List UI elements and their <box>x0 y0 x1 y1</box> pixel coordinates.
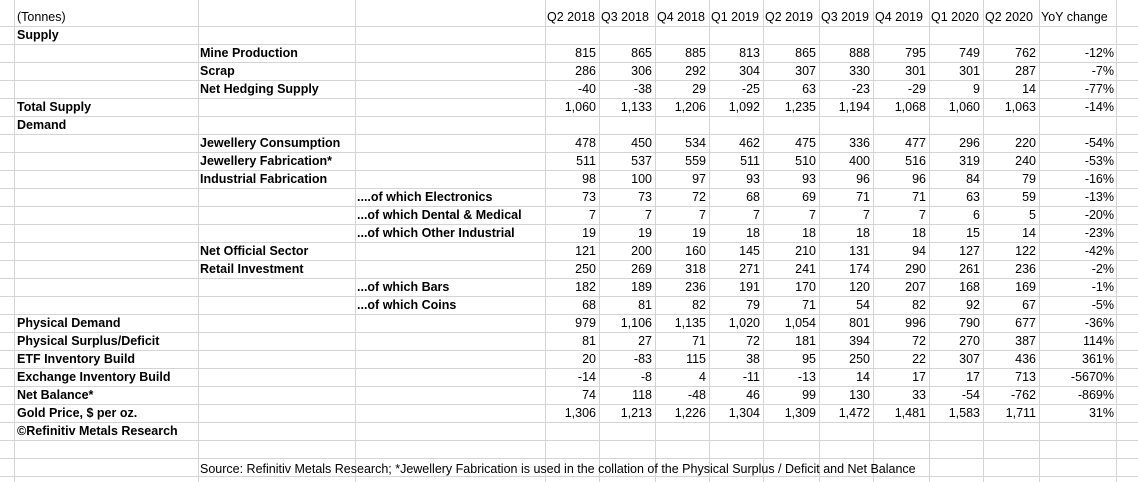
value-cell: 301 <box>959 64 980 78</box>
value-cell: 98 <box>582 172 596 186</box>
value-cell: 475 <box>795 136 816 150</box>
table-row <box>0 279 1138 297</box>
value-cell: 1,106 <box>620 316 652 330</box>
value-cell: 762 <box>1015 46 1036 60</box>
value-cell: 19 <box>692 226 706 240</box>
row-label: Supply <box>17 28 59 42</box>
yoy-change-cell: -869% <box>1077 388 1114 402</box>
row-label: ...of which Bars <box>357 280 450 294</box>
value-cell: 170 <box>795 280 816 294</box>
value-cell: 63 <box>802 82 816 96</box>
row-label: Jewellery Consumption <box>200 136 341 150</box>
row-label: Mine Production <box>200 46 298 60</box>
unit-label: (Tonnes) <box>17 10 66 24</box>
value-cell: 240 <box>1015 154 1036 168</box>
table-row <box>0 81 1138 99</box>
table-row <box>0 315 1138 333</box>
table-row <box>0 153 1138 171</box>
value-cell: 795 <box>905 46 926 60</box>
row-label: ...of which Other Industrial <box>357 226 515 240</box>
value-cell: 318 <box>685 262 706 276</box>
table-row <box>0 405 1138 423</box>
value-cell: 168 <box>959 280 980 294</box>
value-cell: -25 <box>741 82 760 96</box>
value-cell: 68 <box>582 298 596 312</box>
yoy-change-cell: 31% <box>1088 406 1114 420</box>
value-cell: 450 <box>631 136 652 150</box>
value-cell: 174 <box>849 262 870 276</box>
value-cell: 81 <box>582 334 596 348</box>
value-cell: 14 <box>1022 82 1036 96</box>
yoy-change-cell: -16% <box>1084 172 1114 186</box>
value-cell: 93 <box>802 172 816 186</box>
value-cell: 19 <box>582 226 596 240</box>
table-row <box>0 135 1138 153</box>
table-row <box>0 189 1138 207</box>
table-row <box>0 117 1138 135</box>
value-cell: 191 <box>739 280 760 294</box>
value-cell: 7 <box>699 208 706 222</box>
value-cell: 18 <box>856 226 870 240</box>
row-label: Total Supply <box>17 100 92 114</box>
value-cell: 387 <box>1015 334 1036 348</box>
value-cell: 436 <box>1015 352 1036 366</box>
row-label: Scrap <box>200 64 235 78</box>
column-header: Q2 2019 <box>765 10 813 24</box>
value-cell: 182 <box>575 280 596 294</box>
value-cell: 790 <box>959 316 980 330</box>
value-cell: -8 <box>640 370 652 384</box>
column-header: Q4 2018 <box>657 10 705 24</box>
value-cell: 7 <box>863 208 870 222</box>
value-cell: 865 <box>795 46 816 60</box>
value-cell: 236 <box>1015 262 1036 276</box>
value-cell: 1,133 <box>620 100 652 114</box>
column-header: Q2 2018 <box>547 10 595 24</box>
table-row <box>0 369 1138 387</box>
row-label: ETF Inventory Build <box>17 352 136 366</box>
value-cell: 290 <box>905 262 926 276</box>
row-label: Jewellery Fabrication* <box>200 154 333 168</box>
value-cell: -13 <box>797 370 816 384</box>
value-cell: 29 <box>692 82 706 96</box>
row-label: Net Official Sector <box>200 244 309 258</box>
value-cell: 122 <box>1015 244 1036 258</box>
column-header: Q4 2019 <box>875 10 923 24</box>
value-cell: 307 <box>795 64 816 78</box>
value-cell: 22 <box>912 352 926 366</box>
yoy-change-cell: -5670% <box>1070 370 1114 384</box>
table-row <box>0 207 1138 225</box>
value-cell: 93 <box>746 172 760 186</box>
value-cell: 511 <box>740 154 760 168</box>
value-cell: 121 <box>575 244 596 258</box>
value-cell: 1,235 <box>784 100 816 114</box>
value-cell: 81 <box>638 298 652 312</box>
value-cell: 510 <box>795 154 816 168</box>
source-note: Source: Refinitiv Metals Research; *Jewellery Fabrication is used in the collation of the Physical Surplus / Deficit and Net Balance <box>200 462 916 476</box>
value-cell: 72 <box>912 334 926 348</box>
value-cell: 18 <box>746 226 760 240</box>
value-cell: 59 <box>1022 190 1036 204</box>
value-cell: 9 <box>973 82 980 96</box>
yoy-change-cell: 114% <box>1082 334 1114 348</box>
value-cell: 7 <box>645 208 652 222</box>
table-row <box>0 261 1138 279</box>
value-cell: 241 <box>795 262 816 276</box>
value-cell: 1,711 <box>1005 406 1036 420</box>
value-cell: 1,306 <box>564 406 596 420</box>
value-cell: 865 <box>631 46 652 60</box>
value-cell: 6 <box>973 208 980 222</box>
value-cell: 815 <box>575 46 596 60</box>
value-cell: 79 <box>1022 172 1036 186</box>
value-cell: 54 <box>856 298 870 312</box>
value-cell: 7 <box>809 208 816 222</box>
value-cell: 97 <box>692 172 706 186</box>
yoy-change-cell: -53% <box>1084 154 1114 168</box>
value-cell: 71 <box>856 190 870 204</box>
value-cell: 306 <box>631 64 652 78</box>
value-cell: -14 <box>577 370 596 384</box>
value-cell: 394 <box>849 334 870 348</box>
value-cell: 15 <box>966 226 980 240</box>
value-cell: 82 <box>912 298 926 312</box>
value-cell: 296 <box>959 136 980 150</box>
value-cell: 516 <box>905 154 926 168</box>
value-cell: 79 <box>746 298 760 312</box>
value-cell: 287 <box>1015 64 1036 78</box>
table-row <box>0 27 1138 45</box>
value-cell: 511 <box>576 154 596 168</box>
value-cell: 813 <box>739 46 760 60</box>
value-cell: 269 <box>631 262 652 276</box>
value-cell: 250 <box>575 262 596 276</box>
value-cell: 677 <box>1015 316 1036 330</box>
value-cell: 1,309 <box>784 406 816 420</box>
value-cell: 996 <box>905 316 926 330</box>
value-cell: 1,226 <box>674 406 706 420</box>
value-cell: 286 <box>575 64 596 78</box>
value-cell: -38 <box>633 82 652 96</box>
value-cell: 1,020 <box>728 316 760 330</box>
value-cell: 17 <box>912 370 926 384</box>
value-cell: 559 <box>685 154 706 168</box>
value-cell: 1,304 <box>728 406 760 420</box>
value-cell: 72 <box>692 190 706 204</box>
value-cell: 400 <box>849 154 870 168</box>
value-cell: 72 <box>746 334 760 348</box>
row-label: Demand <box>17 118 67 132</box>
value-cell: 270 <box>959 334 980 348</box>
yoy-change-cell: -5% <box>1091 298 1114 312</box>
value-cell: 5 <box>1029 208 1036 222</box>
value-cell: 14 <box>1022 226 1036 240</box>
value-cell: 220 <box>1015 136 1036 150</box>
value-cell: 250 <box>849 352 870 366</box>
value-cell: 1,063 <box>1004 100 1036 114</box>
value-cell: 18 <box>912 226 926 240</box>
row-label: Gold Price, $ per oz. <box>17 406 138 420</box>
value-cell: 1,472 <box>838 406 870 420</box>
value-cell: -83 <box>633 352 652 366</box>
value-cell: 69 <box>802 190 816 204</box>
value-cell: 73 <box>582 190 596 204</box>
value-cell: 1,206 <box>674 100 706 114</box>
table-row <box>0 45 1138 63</box>
value-cell: 17 <box>966 370 980 384</box>
value-cell: 84 <box>966 172 980 186</box>
yoy-change-cell: -23% <box>1084 226 1114 240</box>
value-cell: 1,194 <box>838 100 870 114</box>
value-cell: 307 <box>959 352 980 366</box>
value-cell: -762 <box>1010 388 1036 402</box>
value-cell: 99 <box>802 388 816 402</box>
value-cell: 73 <box>638 190 652 204</box>
table-row <box>0 297 1138 315</box>
value-cell: 537 <box>631 154 652 168</box>
value-cell: 801 <box>849 316 870 330</box>
table-row <box>0 171 1138 189</box>
value-cell: 207 <box>905 280 926 294</box>
value-cell: 462 <box>739 136 760 150</box>
value-cell: 130 <box>849 388 870 402</box>
value-cell: -11 <box>742 370 760 384</box>
column-header: YoY change <box>1041 10 1108 24</box>
value-cell: 236 <box>685 280 706 294</box>
value-cell: 46 <box>746 388 760 402</box>
value-cell: 67 <box>1022 298 1036 312</box>
value-cell: 210 <box>795 244 816 258</box>
value-cell: 189 <box>631 280 652 294</box>
yoy-change-cell: -7% <box>1091 64 1114 78</box>
value-cell: 7 <box>753 208 760 222</box>
column-header: Q3 2019 <box>821 10 869 24</box>
value-cell: 169 <box>1015 280 1036 294</box>
value-cell: 115 <box>686 352 706 366</box>
table-row <box>0 333 1138 351</box>
row-label: Net Hedging Supply <box>200 82 319 96</box>
value-cell: 82 <box>692 298 706 312</box>
value-cell: 304 <box>739 64 760 78</box>
value-cell: 181 <box>795 334 816 348</box>
column-header: Q2 2020 <box>985 10 1033 24</box>
value-cell: 1,060 <box>948 100 980 114</box>
yoy-change-cell: -36% <box>1084 316 1114 330</box>
value-cell: 19 <box>638 226 652 240</box>
row-label: Physical Surplus/Deficit <box>17 334 160 348</box>
value-cell: 1,135 <box>674 316 706 330</box>
row-label: ....of which Electronics <box>357 190 493 204</box>
value-cell: 200 <box>631 244 652 258</box>
value-cell: 96 <box>856 172 870 186</box>
value-cell: 95 <box>802 352 816 366</box>
table-row <box>0 243 1138 261</box>
value-cell: 1,583 <box>948 406 980 420</box>
value-cell: 14 <box>856 370 870 384</box>
value-cell: 127 <box>959 244 980 258</box>
value-cell: 1,213 <box>620 406 652 420</box>
table-row <box>0 387 1138 405</box>
value-cell: 71 <box>802 298 816 312</box>
table-row <box>0 63 1138 81</box>
yoy-change-cell: -54% <box>1084 136 1114 150</box>
value-cell: 131 <box>849 244 870 258</box>
value-cell: 27 <box>638 334 652 348</box>
value-cell: 96 <box>912 172 926 186</box>
value-cell: 261 <box>959 262 980 276</box>
table-row <box>0 351 1138 369</box>
value-cell: 33 <box>912 388 926 402</box>
value-cell: 1,481 <box>894 406 926 420</box>
value-cell: 713 <box>1015 370 1036 384</box>
row-label: Industrial Fabrication <box>200 172 328 186</box>
value-cell: 7 <box>919 208 926 222</box>
row-label: Physical Demand <box>17 316 121 330</box>
value-cell: 68 <box>746 190 760 204</box>
value-cell: 534 <box>685 136 706 150</box>
value-cell: 160 <box>685 244 706 258</box>
value-cell: 63 <box>966 190 980 204</box>
yoy-change-cell: -77% <box>1084 82 1114 96</box>
value-cell: 100 <box>631 172 652 186</box>
row-label: Exchange Inventory Build <box>17 370 171 384</box>
value-cell: 38 <box>746 352 760 366</box>
yoy-change-cell: 361% <box>1082 352 1114 366</box>
yoy-change-cell: -20% <box>1084 208 1114 222</box>
value-cell: 749 <box>959 46 980 60</box>
value-cell: 1,054 <box>784 316 816 330</box>
row-label: ...of which Dental & Medical <box>357 208 522 222</box>
value-cell: 979 <box>575 316 596 330</box>
yoy-change-cell: -12% <box>1084 46 1114 60</box>
value-cell: 20 <box>582 352 596 366</box>
value-cell: 71 <box>912 190 926 204</box>
value-cell: 71 <box>692 334 706 348</box>
value-cell: 319 <box>959 154 980 168</box>
yoy-change-cell: -14% <box>1084 100 1114 114</box>
value-cell: 74 <box>582 388 596 402</box>
table-row <box>0 225 1138 243</box>
row-label: Retail Investment <box>200 262 304 276</box>
value-cell: 94 <box>912 244 926 258</box>
value-cell: 118 <box>632 388 652 402</box>
value-cell: 4 <box>699 370 706 384</box>
value-cell: -40 <box>577 82 596 96</box>
value-cell: -29 <box>907 82 926 96</box>
value-cell: 1,068 <box>894 100 926 114</box>
yoy-change-cell: -42% <box>1084 244 1114 258</box>
row-label: ...of which Coins <box>357 298 457 312</box>
value-cell: 7 <box>589 208 596 222</box>
value-cell: 477 <box>905 136 926 150</box>
value-cell: 120 <box>849 280 870 294</box>
yoy-change-cell: -2% <box>1091 262 1114 276</box>
value-cell: 478 <box>575 136 596 150</box>
value-cell: 92 <box>966 298 980 312</box>
yoy-change-cell: -13% <box>1084 190 1114 204</box>
value-cell: 885 <box>685 46 706 60</box>
value-cell: -23 <box>851 82 870 96</box>
yoy-change-cell: -1% <box>1091 280 1114 294</box>
value-cell: 1,092 <box>728 100 760 114</box>
value-cell: 292 <box>685 64 706 78</box>
empty-row <box>0 441 1138 459</box>
row-label: Net Balance* <box>17 388 94 402</box>
table-row <box>0 99 1138 117</box>
row-label: ©Refinitiv Metals Research <box>17 424 178 438</box>
value-cell: -54 <box>961 388 980 402</box>
value-cell: 145 <box>739 244 760 258</box>
column-header: Q1 2019 <box>711 10 759 24</box>
value-cell: 301 <box>905 64 926 78</box>
column-header: Q3 2018 <box>601 10 649 24</box>
value-cell: 888 <box>849 46 870 60</box>
value-cell: 271 <box>739 262 760 276</box>
column-header: Q1 2020 <box>931 10 979 24</box>
value-cell: 1,060 <box>564 100 596 114</box>
value-cell: 18 <box>802 226 816 240</box>
value-cell: 330 <box>849 64 870 78</box>
table-row <box>0 423 1138 441</box>
header-row <box>0 9 1138 27</box>
value-cell: -48 <box>687 388 706 402</box>
value-cell: 336 <box>849 136 870 150</box>
